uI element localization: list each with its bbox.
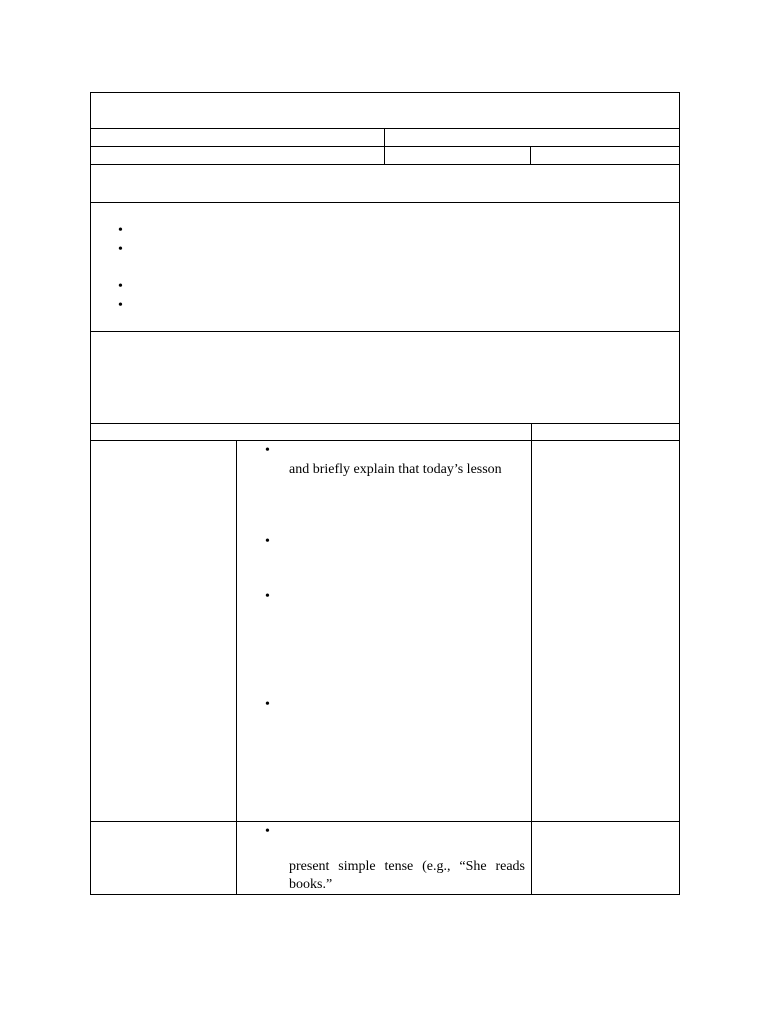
activity-bullet-2: • <box>265 534 270 549</box>
activity-text-line-1: and briefly explain that today’s lesson <box>289 462 502 477</box>
topic-cell <box>90 164 680 203</box>
activity-cell-1 <box>236 440 532 822</box>
activity-text-line-3: books.” <box>289 877 333 892</box>
activity-bullet-5: • <box>265 824 270 839</box>
objectives-cell <box>90 202 680 332</box>
activity-bullet-4: • <box>265 697 270 712</box>
title-cell <box>90 92 680 129</box>
activity-cell-2 <box>236 821 532 895</box>
procedure-header-left <box>90 423 532 441</box>
materials-cell <box>90 331 680 424</box>
meta-cell-left <box>90 146 385 165</box>
time-cell-1 <box>531 440 680 822</box>
meta-cell-middle <box>384 146 531 165</box>
procedure-header-right <box>531 423 680 441</box>
activity-text-line-2: present simple tense (e.g., “She reads <box>289 859 525 874</box>
objective-bullet-3: • <box>118 279 123 294</box>
info-cell-left <box>90 128 385 147</box>
objective-bullet-2: • <box>118 242 123 257</box>
objective-bullet-1: • <box>118 223 123 238</box>
stage-cell-2 <box>90 821 237 895</box>
info-cell-right <box>384 128 680 147</box>
time-cell-2 <box>531 821 680 895</box>
objective-bullet-4: • <box>118 298 123 313</box>
activity-bullet-1: • <box>265 443 270 458</box>
meta-cell-right <box>530 146 680 165</box>
activity-bullet-3: • <box>265 589 270 604</box>
stage-cell-1 <box>90 440 237 822</box>
